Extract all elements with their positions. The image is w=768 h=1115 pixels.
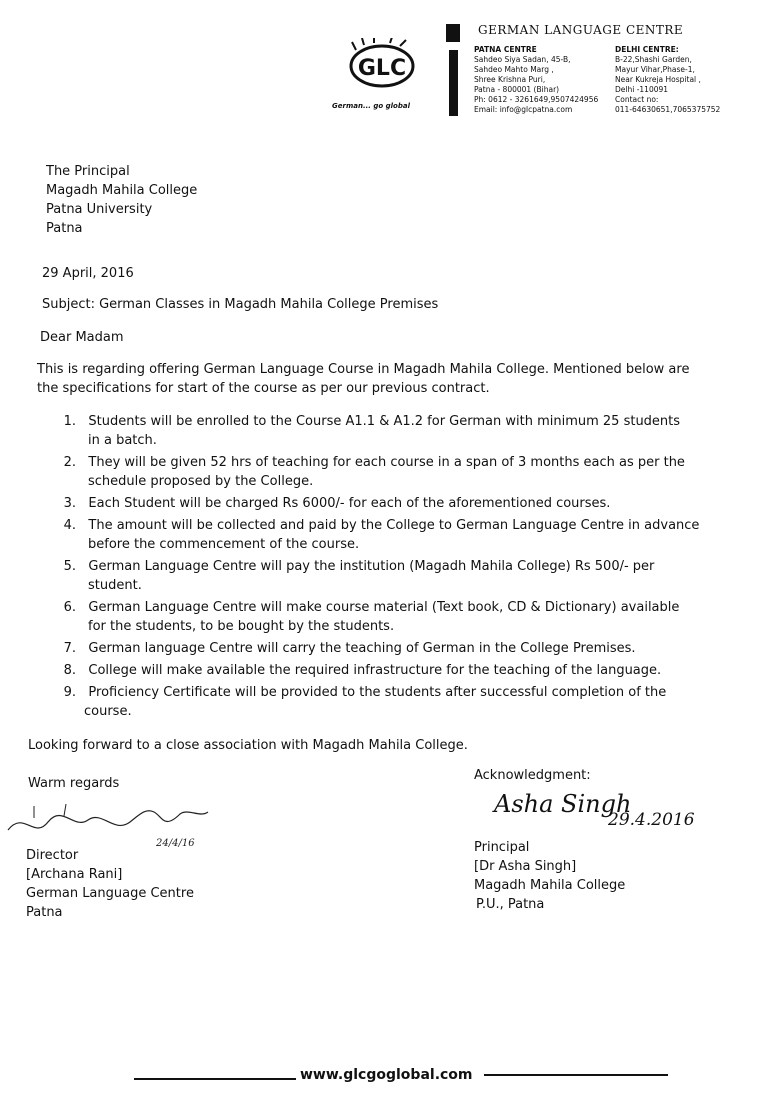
address-line: Ph: 0612 - 3261649,9507424956 (474, 95, 599, 104)
item-number: 8. (63, 663, 76, 678)
item-number: 1. (63, 414, 76, 429)
sender-org: German Language Centre (26, 886, 194, 901)
ack-name: [Dr Asha Singh] (474, 859, 577, 874)
recipient-block (46, 162, 197, 238)
address-line: Shree Krishna Puri, (474, 75, 546, 84)
item-number: 7. (63, 641, 76, 656)
sender-name: [Archana Rani] (26, 867, 123, 882)
recipient-line: Patna University (46, 202, 153, 217)
ack-org: Magadh Mahila College (474, 878, 626, 893)
address-line: Sahdeo Mahto Marg , (474, 65, 554, 74)
delhi-address (615, 45, 720, 115)
list-item (52, 494, 742, 513)
svg-text:24/4/16: 24/4/16 (156, 838, 195, 849)
recipient-line: Magadh Mahila College (46, 183, 198, 198)
item-text: Each Student will be charged Rs 6000/- for each of the aforementioned courses. (88, 496, 611, 511)
signature-date: 29.4.2016 (608, 810, 695, 830)
footer-website: www.glcgoglobal.com (300, 1067, 473, 1083)
principal-signature: Asha Singh (494, 790, 632, 818)
closing-line: Looking forward to a close association with Magadh Mahila College. (28, 738, 468, 753)
list-item (52, 453, 742, 491)
item-text: They will be given 52 hrs of teaching for each course in a span of 3 months each as per the (88, 455, 685, 470)
tagline: German... go global (332, 102, 410, 110)
intro-paragraph (37, 360, 689, 398)
acknowledgment-label: Acknowledgment: (474, 768, 591, 783)
org-name: GERMAN LANGUAGE CENTRE (478, 23, 684, 37)
letterhead-block (446, 24, 460, 42)
sender-block (26, 846, 194, 922)
patna-address (474, 45, 598, 115)
sender-title: Director (26, 848, 79, 863)
ack-city: P.U., Patna (476, 897, 545, 912)
sender-city: Patna (26, 905, 63, 920)
address-line: Delhi -110091 (615, 85, 669, 94)
list-item (52, 683, 742, 721)
recipient-line: The Principal (46, 164, 130, 179)
recipient-line: Patna (46, 221, 83, 236)
address-line: Near Kukreja Hospital , (615, 75, 701, 84)
item-text: before the commencement of the course. (88, 537, 360, 552)
address-line: Mayur Vihar,Phase-1, (615, 65, 695, 74)
salutation: Dear Madam (40, 330, 124, 345)
intro-line: the specifications for start of the course as per our previous contract. (37, 381, 490, 396)
list-item (52, 412, 742, 450)
letter-date: 29 April, 2016 (42, 266, 134, 281)
item-number: 4. (63, 518, 76, 533)
address-line: Sahdeo Siya Sadan, 45-B, (474, 55, 571, 64)
item-text: Proficiency Certificate will be provided to the students after successful completion of the (88, 685, 667, 700)
item-number: 5. (63, 559, 76, 574)
list-item (52, 557, 742, 595)
item-text: schedule proposed by the College. (88, 474, 314, 489)
item-number: 6. (63, 600, 76, 615)
address-line: Contact no: (615, 95, 659, 104)
item-number: 9. (63, 685, 76, 700)
item-text: The amount will be collected and paid by the College to German Language Centre in advance (88, 518, 700, 533)
item-text: German Language Centre will pay the institution (Magadh Mahila College) Rs 500/- per (88, 559, 655, 574)
address-line: Patna - 800001 (Bihar) (474, 85, 560, 94)
item-text: College will make available the required infrastructure for the teaching of the language. (88, 663, 662, 678)
terms-list (52, 412, 742, 724)
item-text: German Language Centre will make course material (Text book, CD & Dictionary) available (88, 600, 680, 615)
item-text: for the students, to be bought by the students. (88, 619, 395, 634)
list-item (52, 598, 742, 636)
acknowledgment-block (474, 838, 625, 914)
address-line: Email: info@glcpatna.com (474, 105, 573, 114)
letterhead-bar (449, 50, 458, 116)
delhi-heading: DELHI CENTRE: (615, 45, 679, 54)
warm-regards: Warm regards (28, 776, 120, 791)
patna-heading: PATNA CENTRE (474, 45, 537, 54)
ack-title: Principal (474, 840, 530, 855)
item-text: German language Centre will carry the teaching of German in the College Premises. (88, 641, 636, 656)
address-line: B-22,Shashi Garden, (615, 55, 692, 64)
intro-line: This is regarding offering German Language Course in Magadh Mahila College. Mentioned below are (37, 362, 690, 377)
list-item (52, 661, 742, 680)
logo-emblem-icon (346, 38, 416, 90)
item-text: in a batch. (88, 433, 157, 448)
address-line: 011-64630651,7065375752 (615, 105, 721, 114)
footer-rule-left (134, 1078, 296, 1080)
item-text: course. (84, 704, 132, 719)
director-signature-icon (4, 800, 214, 850)
item-number: 3. (63, 496, 76, 511)
subject-line: Subject: German Classes in Magadh Mahila College Premises (42, 297, 439, 312)
item-text: student. (88, 578, 142, 593)
item-text: Students will be enrolled to the Course A1.1 & A1.2 for German with minimum 25 students (88, 414, 681, 429)
footer-rule-right (484, 1074, 668, 1076)
list-item (52, 639, 742, 658)
glc-logo (332, 38, 432, 118)
list-item (52, 516, 742, 554)
item-number: 2. (63, 455, 76, 470)
logo-text: GLC (357, 56, 407, 81)
